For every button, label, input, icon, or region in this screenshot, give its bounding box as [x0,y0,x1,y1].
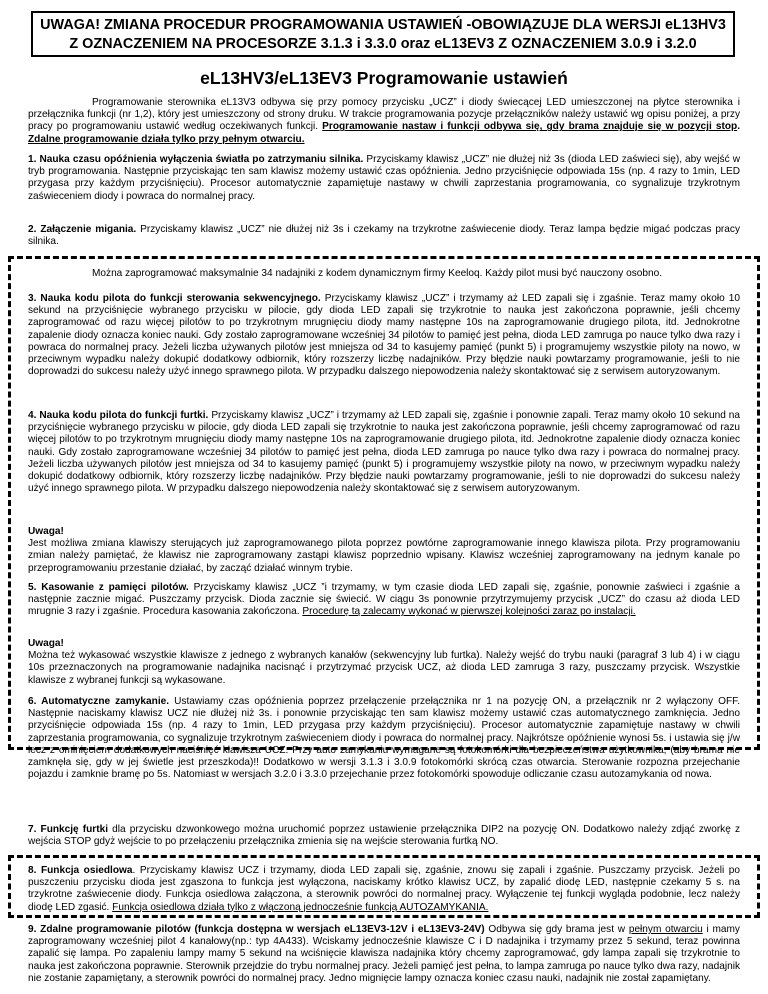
warning-line-1: UWAGA! ZMIANA PROCEDUR PROGRAMOWANIA USTAWIEŃ -OBOWIĄZUJE DLA WERSJI eL13HV3 [40,17,726,33]
section-3-text: Przyciskamy klawisz „UCZ” i trzymamy aż LED zapali się i zgaśnie. Teraz mamy około 10 sekund na przyciśnięcie wybranego przycisku w pilocie, gdy dioda LED zapali się trzykrotnie to nauka jest zakończona poprawnie, jeśli chcemy zaprogramować od razu więcej pilotów to po trzykrotnym mrugnięciu diody mamy następne 10s na zaprogramowanie drugiego pilota, itd. Jednokrotne zapalenie diody oznacza koniec nauki. Gdy zostało zaprogramowane wcześniej 34 pilotów to pamięć jest pełna, dioda LED zamruga po nauce tylko dwa razy i powraca do normalnej pracy. Jeżeli liczba używanych pilotów jest mniejsza od 34 to kasujemy pamięć (punkt 5) i programujemy wszystkie piloty na nowo, w przeciwnym wypadku należy dokupić dodatkowy odbiornik, który rozszerzy liczbę nadajników. Przy błędzie nauki powtarzamy programowanie, jeśli to nie doprowadzi do sukcesu należy użyć innego sprawnego pilota. W przypadku dalszego niepowodzenia należy skontaktować się z serwisem autoryzowanym. [28,293,740,378]
box-note: Można zaprogramować maksymalnie 34 nadajniki z kodem dynamicznym firmy Keeloq. Każdy pilot musi być nauczony osobno. [92,268,662,279]
section-3-heading: 3. Nauka kodu pilota do funkcji sterowania sekwencyjnego. [28,293,321,304]
section-3 [28,293,740,378]
section-2-heading: 2. Załączenie migania. [28,224,137,235]
section-7-heading: 7. Funkcję furtki [28,824,109,835]
section-8-text: . Przyciskamy klawisz UCZ i trzymamy, dioda LED zapali się, zgaśnie, znowu się zapali i zgaśnie. Puszczamy przycisk. Jeżeli po puszczeniu przycisku dioda jest zgaszona to funkcja jest wyłączona, naciskamy krótko klawisz UCZ, by zapalić diodę LED, następnie czekamy 5 s. na trzykrotne zaświecenie diody. Funkcja osiedlowa załączona, a sterownik powróci do normalnej pracy. Wyłączenie tej funkcji wygląda podobnie, lecz należy diodę LED zgasić. [28,865,741,913]
section-6-heading: 6. Automatyczne zamykanie. [28,696,170,707]
warning-2-text: Można też wykasować wszystkie klawisze z jednego z wybranych kanałów (sekwencyjny lub furtka). Należy wejść do trybu nauki (paragraf 3 lub 4) i w ciągu 10s przeznaczonych na programowanie nadajnika nacisnąć i przytrzymać przycisk UCZ, aż dioda LED zamruga 3 razy, puszczamy przycisk. Wszystkie klawisze z wybranej funkcji są wykasowane. [28,650,740,686]
warning-2 [28,638,740,687]
intro-bold-2: Zdalne programowanie działa tylko przy pełnym otwarciu. [28,133,305,145]
section-2 [28,224,740,248]
section-6-text: Ustawiamy czas opóźnienia poprzez przełączenie przełącznika nr 1 na pozycję ON, a przełącznik nr 2 wyłączony OFF. Następnie naciskamy klawisz UCZ nie dłużej niż 3s. i ponownie przyciskając ten sam klawisz możemy ustawić czas automatycznego zamknięcia. Jedno przyciśnięcie odpowiada 15s (np. 4 razy to 1min, LED przygasa przy każdym przyciśnięciu). Procesor automatycznie zapamiętuje nastawy w chwili zaprzestania programowania, co sygnalizuje trzykrotnym zaświeceniem diody i powraca do normalnej pracy. Najkrótsze opóźnienie wynosi 5s. i ustawia się j/w lecz z ominięciem dodatkowych naciśnięć klawisza UCZ. Przy auto zamykaniu wymagane są fotokomórki dla bezpieczeństwa użytkownika, (aby brama nie zamknęła się, gdy w jej świetle jest przeszkoda)!! Dodatkowo w wersji 3.1.3 i 3.0.9 fotokomórki skrócą czas otwarcia. Sterowanie rozpozna przejechanie pojazdu i zamknie bramę po 5s. Natomiast w wersjach 3.2.0 i 3.3.0 przejechanie przez fotokomórki spowoduje odliczanie czasu autozamykania od nowa. [28,696,740,781]
section-5-heading: 5. Kasowanie z pamięci pilotów. [28,582,189,593]
warning-line-2: Z OZNACZENIEM NA PROCESORZE 3.1.3 i 3.3.0 oraz eL13EV3 Z OZNACZENIEM 3.0.9 i 3.2.0 [69,36,697,52]
section-1-heading: 1. Nauka czasu opóźnienia wyłączenia światła po zatrzymaniu silnika. [28,154,364,165]
section-5-underlined: Procedurę tą zalecamy wykonać w pierwszej kolejności zaraz po instalacji. [302,606,636,618]
section-1 [28,154,740,203]
section-4-heading: 4. Nauka kodu pilota do funkcji furtki. [28,410,209,421]
section-9-text-2: i mamy zaprogramowany wcześniej pilot 4 kanałowy(np.: typ 4A433). Wciskamy jednocześnie klawisze C i D nadajnika i trzymamy przez 5 sekund, teraz powinna zapalić się lampa. Po zapaleniu lampy mamy 5 sekund na wciśnięcie klawisza nadajnika który chcemy zaprogramować, gdy lampa zapali się trzykrotnie to nauka jest zakończona poprawnie. Sterownik przejdzie do trybu normalnej pracy. Jeżeli pamięć jest pełna, to lampa zamruga po nauce tylko dwa razy, nadajnik nie zostanie zapamiętany, a sterownik powróci do normalnej pracy. Jedno mignięcie lampy oznacza koniec czasu nauki, nadajnik nie został zapamiętany. [28,924,740,984]
page-title: eL13HV3/eL13EV3 Programowanie ustawień [200,68,568,88]
section-5 [28,582,740,619]
warning-1-heading: Uwaga! [28,526,64,537]
section-5-text: Przyciskamy klawisz „UCZ ”i trzymamy, w tym czasie dioda LED zapali się, zgaśnie, ponownie zaświeci i zgaśnie a następnie zacznie migać. Puszczamy przycisk. Dioda zacznie się świecić. W ciągu 3s ponownie przytrzymujemy przycisk „UCZ” do czasu aż dioda LED mrugnie 3 razy i zgaśnie. Procedura kasowania zakończona. [28,582,741,618]
section-4 [28,410,740,495]
intro-text: Programowanie sterownika eL13V3 odbywa się przy pomocy przycisku „UCZ” i diody świecącej LED umieszczonej na płytce sterownika i przełącznika funkcji (nr 1,2), który jest umieszczony od strony druku. W trakcie programowania pozycje przełączników należy ustawić wg opisu poniżej, a przy pracy po programowaniu ustawić według oczekiwanych funkcji. [28,97,740,133]
intro-bold-1: Programowanie nastaw i funkcji odbywa się, gdy brama znajduje się w pozycji stop [322,121,738,133]
warning-banner [31,11,735,57]
section-9 [28,924,740,985]
section-4-text: Przyciskamy klawisz „UCZ” i trzymamy aż LED zapali się, zgaśnie i ponownie zapali. Teraz mamy około 10 sekund na przyciśnięcie wybranego przycisku w pilocie, gdy dioda LED zapali się trzykrotnie to nauka jest zakończona poprawnie, jeśli chcemy zaprogramować od razu więcej pilotów to po trzykrotnym mrugnięciu diody mamy następne 10s na zaprogramowanie drugiego pilota, itd. Jednokrotne zapalenie diody oznacza koniec nauki. Gdy zostało zaprogramowane wcześniej 34 pilotów to pamięć jest pełna, dioda LED zamruga po nauce tylko dwa razy i powraca do normalnej pracy. Jeżeli liczba używanych pilotów jest mniejsza od 34 to kasujemy pamięć (punkt 5) i programujemy wszystkie piloty na nowo, w przeciwnym wypadku należy dokupić dodatkowy odbiornik, który rozszerzy liczbę nadajników. Przy błędzie nauki powtarzamy programowanie, jeśli to nie doprowadzi do sukcesu należy użyć innego sprawnego pilota. W przypadku dalszego niepowodzenia należy skontaktować się z serwisem autoryzowanym. [28,410,740,495]
section-9-text-1: Odbywa się gdy brama jest w [488,924,626,935]
section-9-heading: 9. Zdalne programowanie pilotów (funkcja dostępna w wersjach eL13EV3-12V i eL13EV3-24V) [28,924,485,935]
section-6 [28,696,740,781]
section-8-heading: 8. Funkcja osiedlowa [28,865,133,876]
warning-1 [28,526,740,575]
section-8 [28,865,740,914]
intro-paragraph: Programowanie sterownika eL13V3 odbywa się przy pomocy przycisku „UCZ” i diody świecącej LED umieszczonej na płytce sterownika i przełącznika funkcji (nr 1,2), który jest umieszczony od strony druku. W trakcie programowania pozycje przełączników należy ustawić wg opisu poniżej, a przy pracy po programowaniu ustawić według oczekiwanych funkcji. Programowanie nastaw i funkcji odbywa się, gdy brama znajduje się w pozycji stop. Zdalne programowanie działa tylko przy pełnym otwarciu. [28,97,741,145]
section-8-underlined: Funkcja osiedlowa działa tylko z włączoną jednocześnie funkcją AUTOZAMYKANIA. [112,901,489,913]
section-7-text: dla przycisku dzwonkowego można uruchomić poprzez ustawienie przełącznika DIP2 na pozycję ON. Dodatkowo należy zdjąć zworkę z wejścia STOP gdyż wejście to po przełączeniu przełącznika zmienia się na wejście sterowania furtką NO. [28,824,740,848]
section-9-underlined: pełnym otwarciu [628,924,703,935]
section-2-text: Przyciskamy klawisz „UCZ” nie dłużej niż 3s i czekamy na trzykrotne zaświecenie diody. Teraz lampa będzie migać podczas pracy silnika. [28,224,741,248]
warning-1-text: Jest możliwa zmiana klawiszy sterujących już zaprogramowanego pilota poprzez powtórne zaprogramowanie innego klawisza pilota. Przy programowaniu zmian należy pamiętać, że klawisz nie zaprogramowany zastąpi klawisz poprzednio wpisany. Klawisz wcześniej zaprogramowany na jednym kanale po przeprogramowaniu przestanie działać, by zacząć działać winnym trybie. [28,538,740,574]
section-7 [28,824,740,848]
section-1-text: Przyciskamy klawisz „UCZ” nie dłużej niż 3s (dioda LED zaświeci się), aby wejść w tryb programowania. Następnie przyciskając ten sam klawisz możemy ustawić czas opóźnienia. Jedno przyciśnięcie odpowiada 15s (np. 4 razy to 1min, LED przygasa przy każdym przyciśnięciu). Procesor automatycznie zapamiętuje nastawy w chwili zaprzestania programowania, co sygnalizuje trzykrotnym zaświeceniem diody i powraca do normalnej pracy. [28,154,740,202]
warning-2-heading: Uwaga! [28,638,64,649]
